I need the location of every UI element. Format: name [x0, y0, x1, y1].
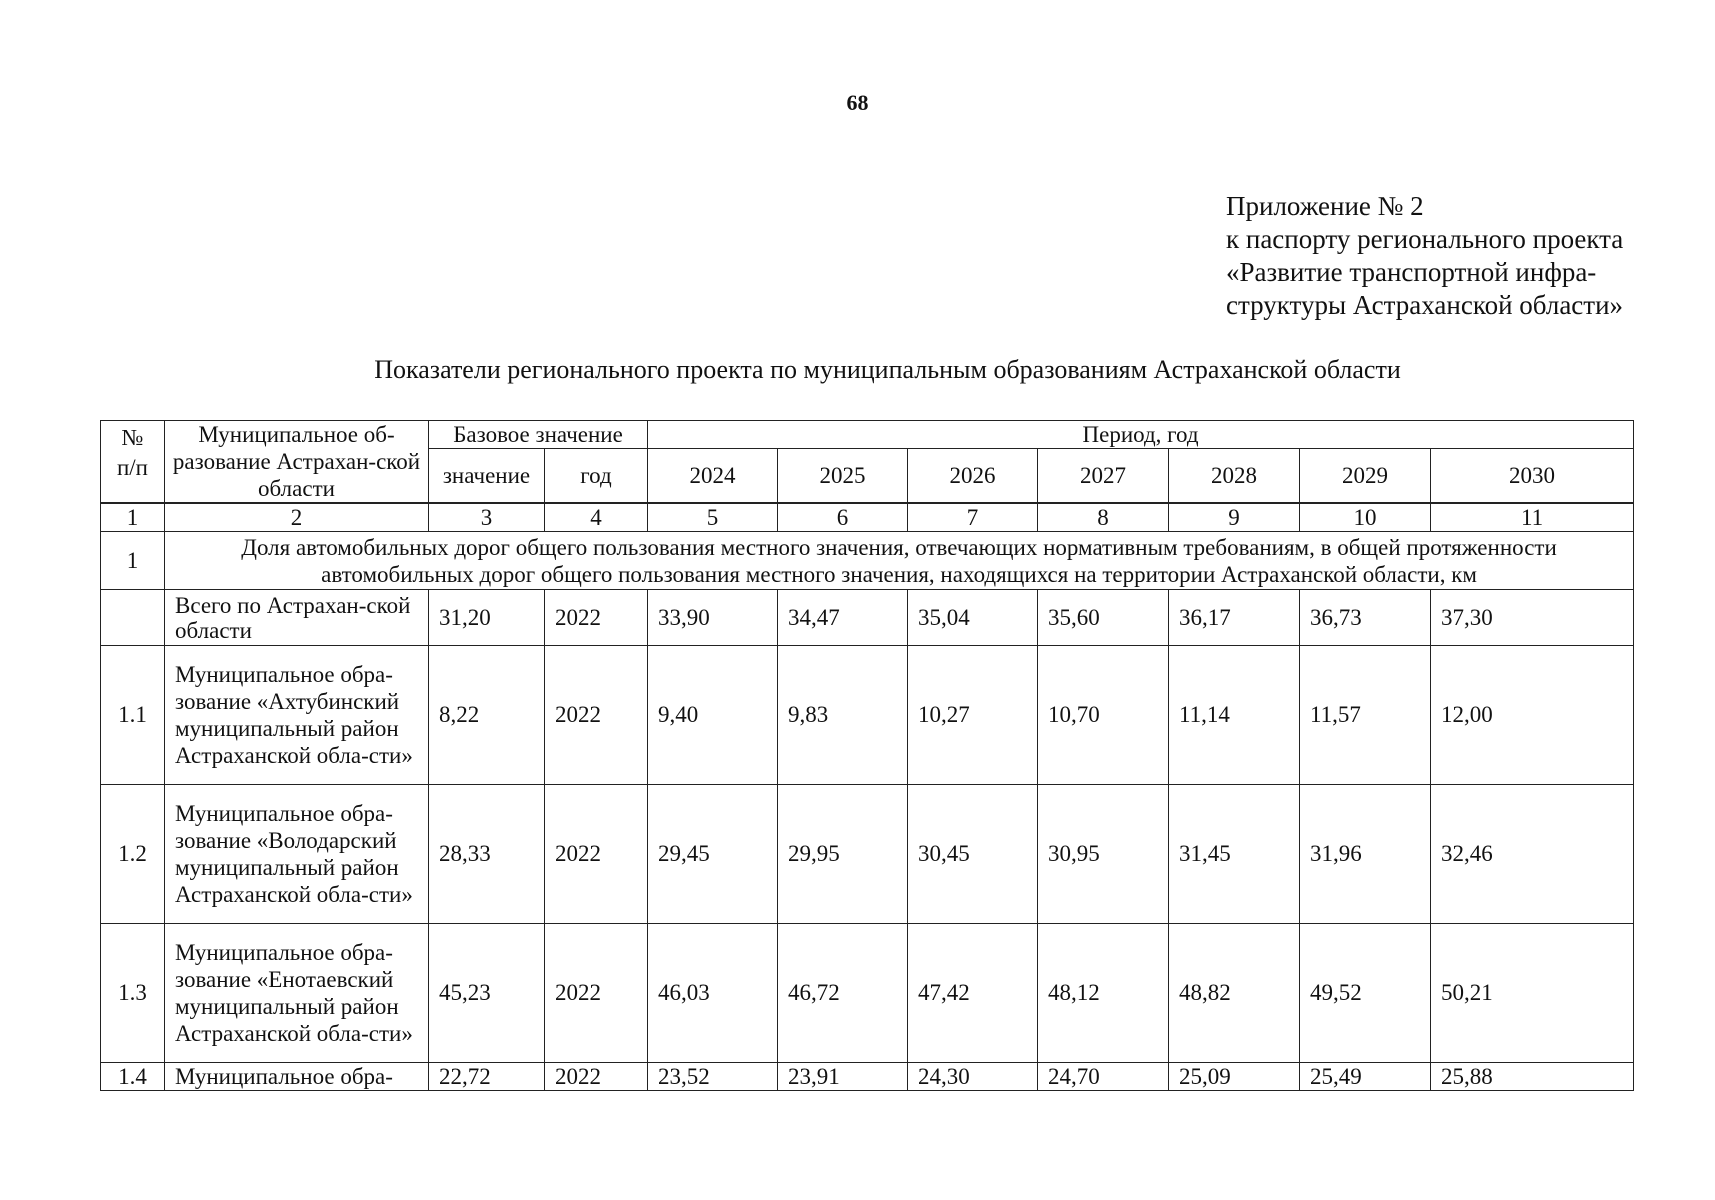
table-row	[101, 1063, 1634, 1091]
appendix-line: структуры Астраханской области»	[1226, 290, 1624, 320]
header-number-cell	[101, 421, 165, 503]
row-value-2025: 29,95	[778, 785, 908, 924]
row-base-year: 2022	[545, 785, 648, 924]
row-value-2028: 48,82	[1169, 924, 1300, 1063]
row-municipality: Муниципальное обра-	[165, 1063, 429, 1091]
row-value-2030: 25,88	[1431, 1063, 1634, 1091]
column-number: 5	[648, 504, 778, 532]
row-base-year: 2022	[545, 924, 648, 1063]
header-base-value: значение	[429, 449, 545, 503]
row-value-2027: 10,70	[1038, 646, 1169, 785]
row-value-2027: 24,70	[1038, 1063, 1169, 1091]
appendix-line: к паспорту регионального проекта	[1226, 224, 1624, 254]
header-number-pp: п/п	[116, 455, 148, 480]
row-base-value: 31,20	[429, 590, 545, 646]
row-number: 1.3	[101, 924, 165, 1063]
indicators-table	[100, 420, 1634, 1091]
column-number: 8	[1038, 504, 1169, 532]
row-value-2024: 9,40	[648, 646, 778, 785]
header-year: 2025	[778, 449, 908, 503]
row-base-year: 2022	[545, 646, 648, 785]
row-value-2029: 36,73	[1300, 590, 1431, 646]
header-year: 2030	[1431, 449, 1634, 503]
row-value-2029: 25,49	[1300, 1063, 1431, 1091]
column-number: 6	[778, 504, 908, 532]
row-value-2024: 23,52	[648, 1063, 778, 1091]
row-base-value: 8,22	[429, 646, 545, 785]
row-value-2024: 29,45	[648, 785, 778, 924]
section-title: Доля автомобильных дорог общего пользования местного значения, отвечающих нормативным требованиям, в общей протяженности автомобильных дорог общего пользования местного значения, находящихся на территории Астраханской области, км	[165, 532, 1634, 590]
header-year: 2027	[1038, 449, 1169, 503]
column-number: 2	[165, 504, 429, 532]
header-base-group: Базовое значение	[429, 421, 648, 449]
row-value-2028: 25,09	[1169, 1063, 1300, 1091]
column-number: 1	[101, 504, 165, 532]
row-value-2029: 31,96	[1300, 785, 1431, 924]
row-value-2030: 50,21	[1431, 924, 1634, 1063]
header-base-year: год	[545, 449, 648, 503]
row-value-2029: 11,57	[1300, 646, 1431, 785]
row-value-2024: 46,03	[648, 924, 778, 1063]
header-year: 2026	[908, 449, 1038, 503]
table-row	[101, 785, 1634, 924]
document-title: Показатели регионального проекта по муниципальным образованиям Астраханской области	[374, 355, 1401, 384]
row-base-value: 22,72	[429, 1063, 545, 1091]
row-value-2027: 48,12	[1038, 924, 1169, 1063]
row-value-2025: 34,47	[778, 590, 908, 646]
row-value-2027: 30,95	[1038, 785, 1169, 924]
row-municipality: Муниципальное обра-зование «Ахтубинский муниципальный район Астраханской обла-сти»	[165, 646, 429, 785]
column-number: 9	[1169, 504, 1300, 532]
appendix-block	[1226, 190, 1623, 322]
page-number: 68	[846, 90, 869, 115]
row-value-2028: 11,14	[1169, 646, 1300, 785]
header-period-group: Период, год	[648, 421, 1634, 449]
row-number: 1.1	[101, 646, 165, 785]
column-number: 4	[545, 504, 648, 532]
row-number: 1.4	[101, 1063, 165, 1091]
header-municipality: Муниципальное об-разование Астрахан-ской области	[165, 421, 429, 503]
row-value-2028: 31,45	[1169, 785, 1300, 924]
column-number: 11	[1431, 504, 1634, 532]
row-value-2030: 32,46	[1431, 785, 1634, 924]
table-row	[101, 590, 1634, 646]
header-number-sign: №	[121, 425, 144, 450]
column-number: 7	[908, 504, 1038, 532]
row-municipality: Муниципальное обра-зование «Володарский муниципальный район Астраханской обла-сти»	[165, 785, 429, 924]
row-base-year: 2022	[545, 1063, 648, 1091]
row-value-2026: 30,45	[908, 785, 1038, 924]
row-base-year: 2022	[545, 590, 648, 646]
row-number	[101, 590, 165, 646]
row-value-2026: 24,30	[908, 1063, 1038, 1091]
header-row	[101, 421, 1634, 449]
row-value-2028: 36,17	[1169, 590, 1300, 646]
section-row	[101, 532, 1634, 590]
column-number: 10	[1300, 504, 1431, 532]
row-value-2026: 10,27	[908, 646, 1038, 785]
row-base-value: 28,33	[429, 785, 545, 924]
section-number: 1	[101, 532, 165, 590]
row-municipality: Всего по Астрахан-ской области	[165, 590, 429, 646]
row-value-2026: 35,04	[908, 590, 1038, 646]
table-row	[101, 646, 1634, 785]
row-value-2025: 9,83	[778, 646, 908, 785]
table-row	[101, 924, 1634, 1063]
header-year: 2029	[1300, 449, 1431, 503]
row-value-2029: 49,52	[1300, 924, 1431, 1063]
row-value-2030: 37,30	[1431, 590, 1634, 646]
row-value-2026: 47,42	[908, 924, 1038, 1063]
column-number-row	[101, 504, 1634, 532]
appendix-line: «Развитие транспортной инфра-	[1226, 257, 1597, 287]
row-value-2025: 23,91	[778, 1063, 908, 1091]
row-value-2024: 33,90	[648, 590, 778, 646]
row-value-2027: 35,60	[1038, 590, 1169, 646]
column-number: 3	[429, 504, 545, 532]
appendix-line: Приложение № 2	[1226, 191, 1424, 221]
header-year: 2024	[648, 449, 778, 503]
row-value-2030: 12,00	[1431, 646, 1634, 785]
row-number: 1.2	[101, 785, 165, 924]
row-municipality: Муниципальное обра-зование «Енотаевский муниципальный район Астраханской обла-сти»	[165, 924, 429, 1063]
header-year: 2028	[1169, 449, 1300, 503]
row-value-2025: 46,72	[778, 924, 908, 1063]
row-base-value: 45,23	[429, 924, 545, 1063]
